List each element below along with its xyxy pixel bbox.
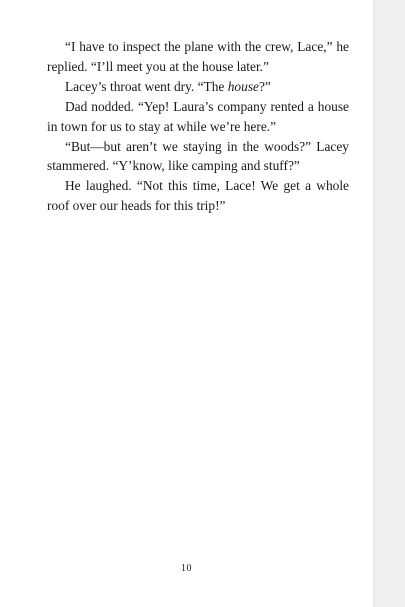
paragraph: [47, 77, 349, 97]
text-run: “But—but aren’t we staying in the woods?” Lacey stammered. “Y’know, like camping and stuff?”: [47, 138, 349, 174]
body-text: [47, 37, 349, 216]
paragraph: [47, 137, 349, 177]
text-run: “I have to inspect the plane with the crew, Lace,” he replied. “I’ll meet you at the house later.”: [47, 39, 349, 74]
page-number: 10: [181, 563, 192, 574]
text-run: Lacey’s throat went dry. “The: [65, 78, 228, 94]
text-run: ?”: [258, 78, 271, 94]
text-run: Dad nodded. “Yep! Laura’s company rented a house in town for us to stay at while we’re here.”: [47, 98, 349, 134]
paragraph: [47, 176, 349, 216]
paragraph: [47, 97, 349, 137]
emphasis-text: house: [227, 78, 259, 94]
scrollbar[interactable]: [373, 0, 405, 607]
text-run: He laughed. “Not this time, Lace! We get a whole roof over our heads for this trip!”: [47, 178, 349, 214]
paragraph: [47, 37, 349, 77]
